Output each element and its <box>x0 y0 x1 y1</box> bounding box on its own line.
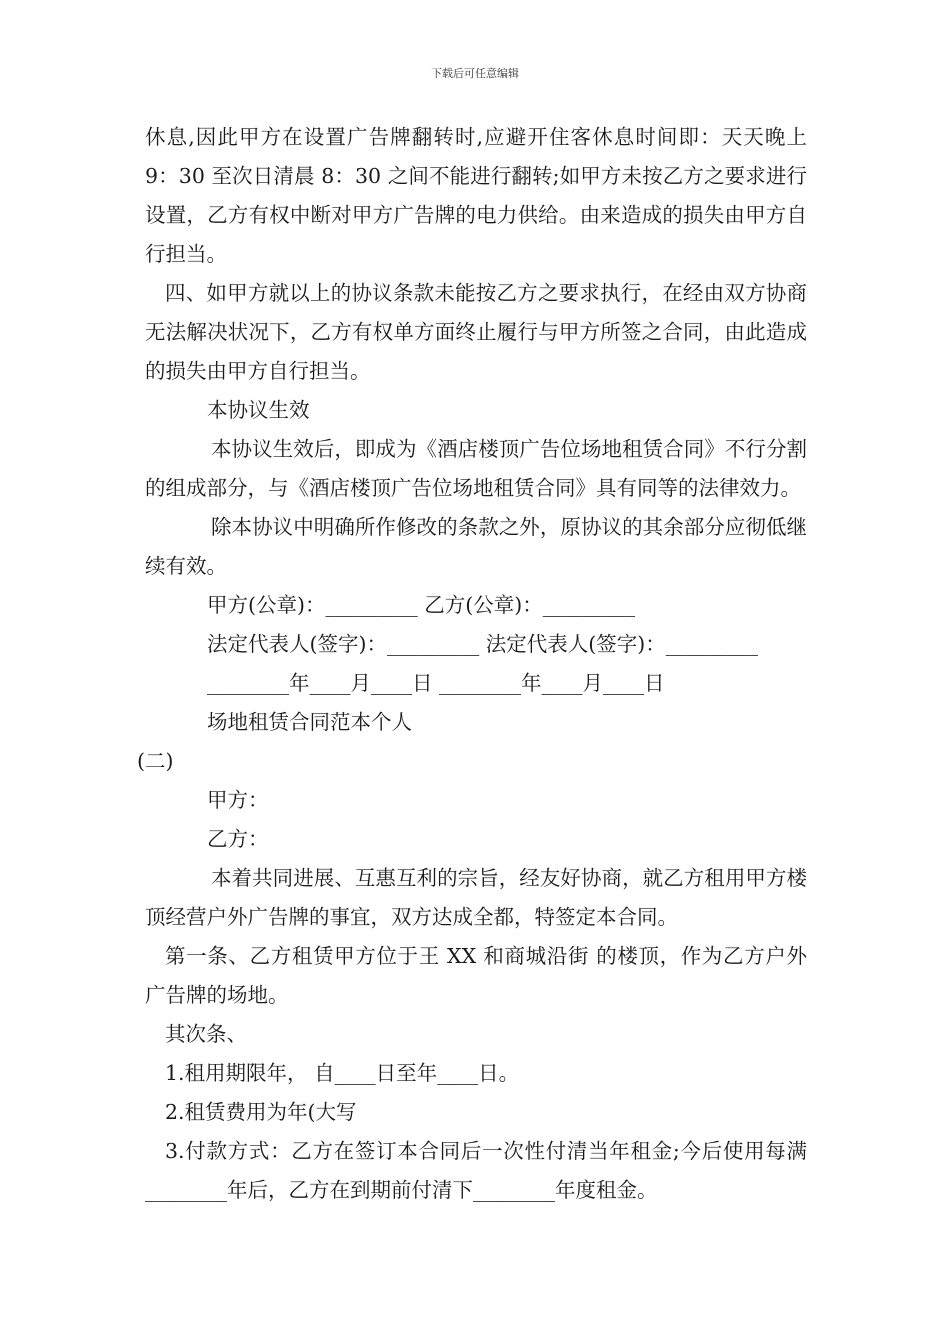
paragraph-rest-time: 休息,因此甲方在设置广告牌翻转时,应避开住客休息时间即：天天晚上 9：30 至次日清晨 8：30 之间不能进行翻转;如甲方未按乙方之要求进行设置，乙方有权中断对甲方广告牌的电力供给。由来造成的损失由甲方自行担当。 <box>145 125 814 266</box>
paragraph-fee: 2.租赁费用为年(大写 <box>165 1100 357 1124</box>
party-b-label: 乙方： <box>207 827 269 851</box>
signature-seal-line: 甲方(公章)：_________ 乙方(公章)：_________ <box>207 593 636 617</box>
signature-date-line: ________年____月____日 ________年____月____日 <box>207 671 665 695</box>
paragraph-remaining-terms: 除本协议中明确所作修改的条款之外，原协议的其余部分应彻低继续有效。 <box>145 515 807 578</box>
paragraph-clause-four: 四、如甲方就以上的协议条款未能按乙方之要求执行，在经由双方协商无法解决状况下，乙方有权单方面终止履行与甲方所签之合同，由此造成的损失由甲方自行担当。 <box>145 281 807 383</box>
party-a-label: 甲方： <box>207 788 269 812</box>
section-number: (二) <box>137 749 174 773</box>
paragraph-article-two-heading: 其次条、 <box>165 1022 247 1046</box>
section-title: 场地租赁合同范本个人 <box>207 710 412 734</box>
paragraph-preamble: 本着共同进展、互惠互利的宗旨，经友好协商，就乙方租用甲方楼顶经营户外广告牌的事宜，双方达成全都，特签定本合同。 <box>145 866 807 929</box>
page-header-note: 下载后可任意编辑 <box>431 67 519 80</box>
paragraph-payment: 3.付款方式：乙方在签订本合同后一次性付清当年租金;今后使用每满________年后，乙方在到期前付清下________年度租金。 <box>145 1139 807 1202</box>
document-body <box>137 118 814 1210</box>
paragraph-effective-body: 本协议生效后，即成为《酒店楼顶广告位场地租赁合同》不行分割的组成部分，与《酒店楼顶广告位场地租赁合同》具有同等的法律效力。 <box>145 437 807 500</box>
paragraph-effective-heading: 本协议生效 <box>207 398 310 422</box>
paragraph-article-one: 第一条、乙方租赁甲方位于王 XX 和商城沿街 的楼顶，作为乙方户外广告牌的场地。 <box>145 944 807 1007</box>
signature-representative-line: 法定代表人(签字)：_________ 法定代表人(签字)：_________ <box>207 632 759 656</box>
paragraph-term: 1.租用期限年， 自____日至年____日。 <box>165 1061 520 1085</box>
